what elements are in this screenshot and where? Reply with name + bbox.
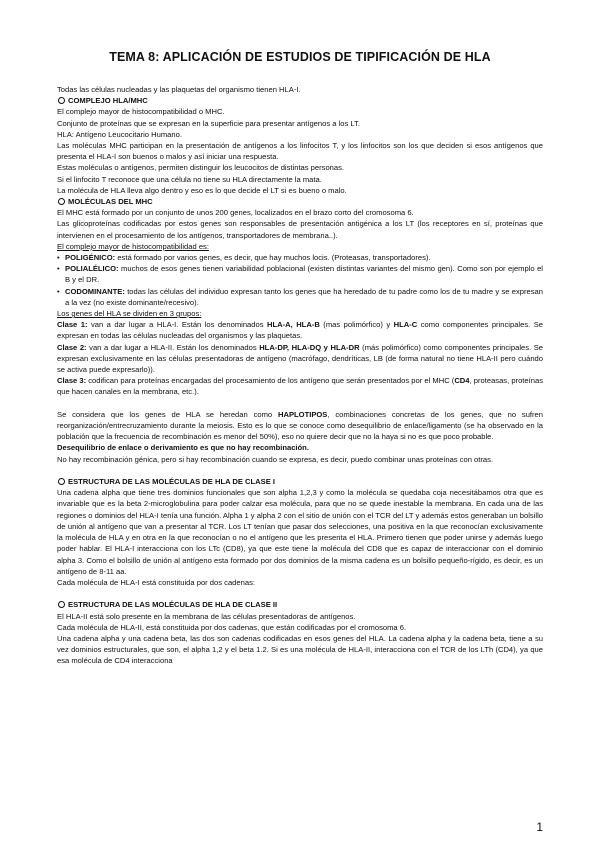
- list-item: [57, 252, 543, 263]
- circle-bullet-icon: [58, 601, 65, 608]
- text-line: Si el linfocito T reconoce que una célula no tiene su HLA directamente la mata.: [57, 174, 322, 184]
- section-heading-clase-2: [57, 599, 543, 610]
- list-item-text: está formado por varios genes, es decir, que hay muchos locis. (Proteasas, transportadores).: [115, 253, 431, 263]
- text-paragraph: No hay recombinación génica, pero si hay recombinación cuando se expresa, es decir, puedo combinar unas proteínas con otras.: [57, 454, 494, 464]
- circle-bullet-icon: [58, 478, 65, 485]
- text-line: El complejo mayor de histocompatibilidad es:: [57, 241, 209, 251]
- list-item-label: POLIGÉNICO:: [65, 253, 116, 263]
- bullet-dot-icon: •: [57, 253, 60, 263]
- text-paragraph: Una cadena alpha que tiene tres dominios funcionales que son alpha 1,2,3 y como la molécula se quedaba coja necesitábamos otra que es invariable que es la beta 2-microglobulina para poder calzar esa molécula, para que no se quede inestable la membrana. En cada una de las regiones o dominios del HLA-I tenía una función. Alpha 1 y alpha 2 con el sitio de unión con el TCR del LT y además estos generaban un bolsillo de unión al antígeno que van a presentar al TCR. Los LT tenían que pasar dos selecciones, una positiva en la que reconocían exclusivamente la molécula de HLA y en otra en la que reconocían o no el antígeno que les presenta el HLA. Primero tienen que poder unirse y además luego poder hablar. El HLA-I interacciona con los LTc (CD8), ya que este tiene la molécula del CD8 que es capaz de interaccionar con el dominio alpha 3. Como el bolsillo de unión al antígeno esta formado por dos dominios de la misma cadena es un bolsillo pequeño-rígido, es decir, es un antígeno de 8-11 aa.: [57, 488, 543, 576]
- intro-line: Todas las células nucleadas y las plaquetas del organismo tienen HLA-I.: [57, 85, 301, 94]
- section-heading-clase-1: [57, 476, 543, 487]
- text-paragraph: Una cadena alpha y una cadena beta, las dos son cadenas codificadas en esos genes del HLA. La cadena alpha y la cadena beta, tiene a su vez dominios estructurales, que son, el alpha 1,2 y el beta 1.2. Si es una molécula de HLA-II, interacciona con el TCR de los LTh (CD4), ya que esa molécula de CD4 interacciona: [57, 633, 543, 666]
- list-item-label: CODOMINANTE:: [65, 286, 125, 296]
- text-line: Cada molécula de HLA-II, está constituida por dos cadenas, que están codificadas por el cromosoma 6.: [57, 622, 407, 632]
- text-line: El HLA-II está solo presente en la membrana de las células presentadoras de antígenos.: [57, 611, 356, 621]
- list-item-label: POLIALÉLICO:: [65, 264, 119, 274]
- text-line: Conjunto de proteínas que se expresan en la superficie para presentar antígenos a los LT.: [57, 118, 360, 128]
- text-line: El MHC está formado por un conjunto de unos 200 genes, localizados en el brazo corto del cromosoma 6.: [57, 208, 414, 218]
- class-paragraph: Clase 1: van a dar lugar a HLA-I. Están los denominados HLA-A, HLA-B (mas polimórfico) y HLA-C como componentes principales. Se expresan en todas las células nucleadas del organismos y las plaquetas.: [57, 320, 543, 341]
- text-paragraph: Las glicoproteínas codificadas por estos genes son responsables de presentación antigénica a los LT (los receptores en sí, proteínas que intervienen en el procesamiento de los antígenos, transportadores de membrana..).: [57, 219, 543, 240]
- list-item-text: muchos de esos genes tienen variabilidad poblacional (existen distintas variantes del mismo gen). Como son por ejemplo el B y el DR.: [65, 264, 543, 285]
- section-heading-complejo: [57, 95, 543, 106]
- text-line: Estas moléculas o antígenos, permiten distinguir los leucocitos de distintas personas.: [57, 163, 345, 173]
- text-line: El complejo mayor de histocompatibilidad o MHC.: [57, 107, 225, 117]
- bullet-dot-icon: •: [57, 264, 60, 274]
- text-paragraph: Las moléculas MHC participan en la presentación de antígenos a los linfocitos T, y los linfocitos son los que deciden si esos antígenos que presenta el HLA-I son buenos o malos y así iniciar una respuesta.: [57, 141, 543, 162]
- section-heading-moleculas: [57, 196, 543, 207]
- section-title: ESTRUCTURA DE LAS MOLÉCULAS DE HLA DE CLASE I: [68, 477, 276, 487]
- class-paragraph: Clase 2: van a dar lugar a HLA-II. Están los denominados HLA-DP, HLA-DQ y HLA-DR (más polimórfico) como componentes principales. Se expresan exclusivamente en las células presentadoras de antígeno (macrófago, dendríticas, LB (de forma natural no tiene HLA-II pero cuándo se activa puede expresarlo)).: [57, 342, 543, 375]
- section-title: ESTRUCTURA DE LAS MOLÉCULAS DE HLA DE CLASE II: [68, 600, 278, 610]
- text-line: Los genes del HLA se dividen en 3 grupos:: [57, 309, 202, 319]
- section-title: MOLÉCULAS DEL MHC: [68, 197, 153, 207]
- document-page: [57, 50, 543, 667]
- text-line: Desequilibrio de enlace o derivamiento es que no hay recombinación.: [57, 443, 309, 453]
- text-line: Cada molécula de HLA-I está constituida por dos cadenas:: [57, 577, 255, 587]
- section-title: COMPLEJO HLA/MHC: [68, 96, 148, 106]
- text-line: La molécula de HLA lleva algo dentro y eso es lo que decide el LT si es bueno o malo.: [57, 185, 347, 195]
- bullet-dot-icon: •: [57, 286, 60, 296]
- circle-bullet-icon: [58, 97, 65, 104]
- document-title: TEMA 8: APLICACIÓN DE ESTUDIOS DE TIPIFICACIÓN DE HLA: [109, 50, 491, 64]
- haplotipos-paragraph: Se considera que los genes de HLA se heredan como HAPLOTIPOS, combinaciones concretas de los genes, que no sufren reorganización/entrecruzamiento durante la meiosis. Esto es lo que se conoce como desequilibrio de enlace/ligamento (se ha observado en la población que la frecuencia de recombinación es menor del 50%), eso no quiere decir que no la haya si no es que poco probable.: [57, 409, 543, 442]
- list-item: [57, 286, 543, 308]
- circle-bullet-icon: [58, 198, 65, 205]
- page-number: 1: [536, 820, 543, 834]
- text-line: HLA: Antígeno Leucocitario Humano.: [57, 129, 182, 139]
- list-item: [57, 263, 543, 285]
- list-item-text: todas las células del individuo expresan tanto los genes que ha heredado de tu padre como los de tu madre y se expresan a la vez (no existe dominante/recesivo).: [65, 286, 543, 307]
- class-paragraph: Clase 3: codifican para proteínas encargadas del procesamiento de los antígeno que serán presentados por el MHC (CD4, proteasas, proteínas que hacen canales en la membrana, etc.).: [57, 376, 543, 397]
